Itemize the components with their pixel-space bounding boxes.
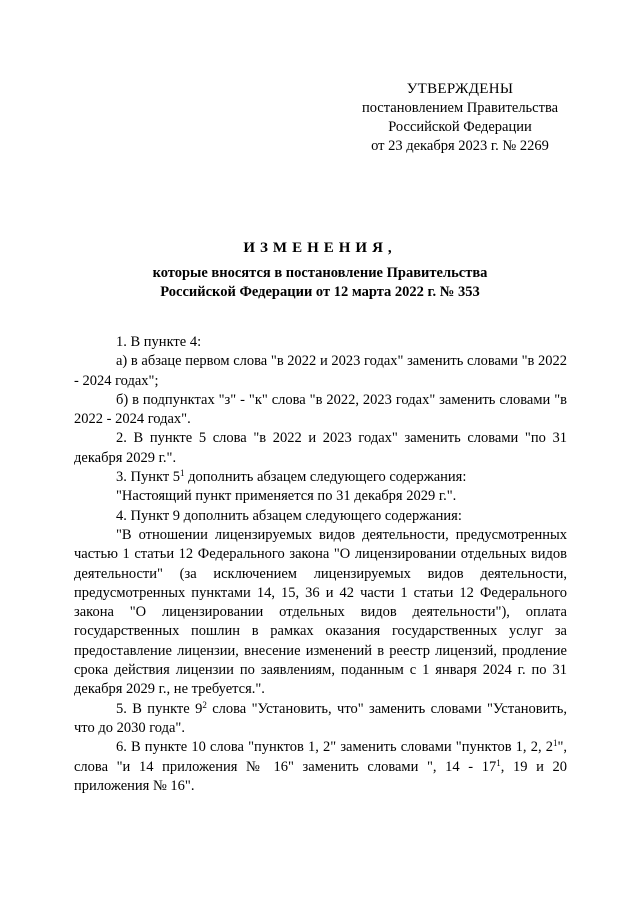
- paragraph-4-quote: "В отношении лицензируемых видов деятельности, предусмотренных частью 1 статьи 12 Федерального закона "О лицензировании отдельных видов деятельности" (за исключением лицензируемых видов деятельности, предусмотренных пунктами 14, 15, 36 и 42 части 1 статьи 12 Федерального закона "О лицензировании отдельных видов деятельности"), оплата государственных пошлин в рамках оказания государственных услуг за предоставление лицензии, внесение изменений в реестр лицензий, продление срока действия лицензии по заявлениям, поданным с 1 января 2024 г. по 31 декабря 2029 г., не требуется.".: [74, 526, 567, 698]
- approval-block: [340, 80, 580, 156]
- paragraph-3-quote: "Настоящий пункт применяется по 31 декабря 2029 г.".: [116, 488, 457, 505]
- paragraph-5-text-b: слова "Установить, что" заменить словами "Установить, что до 2030 года".: [74, 700, 567, 736]
- paragraph-1: 1. В пункте 4:: [116, 334, 202, 350]
- document-body: [74, 333, 567, 796]
- paragraph-6-text-c: , 19 и 20 приложения № 16".: [74, 758, 567, 794]
- document-title: ИЗМЕНЕНИЯ,: [243, 240, 397, 256]
- paragraph-5-text-a: 5. В пункте 9: [116, 700, 203, 717]
- subtitle-line-2: Российской Федерации от 12 марта 2022 г. № 353: [160, 284, 480, 300]
- paragraph-3-text-a: 3. Пункт 5: [116, 469, 181, 486]
- paragraph-3: [74, 468, 567, 487]
- paragraph-6-text-a: 6. В пункте 10 слова "пунктов 1, 2" заменить словами "пунктов 1, 2, 2: [116, 739, 553, 756]
- paragraph-6: [74, 738, 567, 796]
- approval-line-3: от 23 декабря 2023 г. № 2269: [371, 138, 549, 154]
- paragraph-3-text-b: дополнить абзацем следующего содержания:: [184, 469, 467, 486]
- approval-line-2: Российской Федерации: [388, 119, 532, 135]
- paragraph-6-superscript-2: 1: [496, 757, 501, 768]
- paragraph-6-text-b: ", слова "и 14 приложения № 16" заменить словами ", 14 - 17: [74, 739, 567, 775]
- document-subtitle: [60, 264, 580, 302]
- paragraph-6-superscript-1: 1: [552, 738, 558, 749]
- paragraph-2: 2. В пункте 5 слова "в 2022 и 2023 годах" заменить словами "по 31 декабря 2029 г.".: [74, 430, 567, 466]
- paragraph-4: 4. Пункт 9 дополнить абзацем следующего содержания:: [116, 507, 462, 524]
- approval-line-1: постановлением Правительства: [361, 100, 559, 116]
- approval-heading: УТВЕРЖДЕНЫ: [406, 81, 514, 97]
- paragraph-3-superscript: 1: [180, 468, 185, 479]
- paragraph-1b: б) в подпунктах "з" - "к" слова "в 2022, 2023 годах" заменить словами "в 2022 - 2024 годах".: [74, 391, 567, 428]
- paragraph-5-superscript: 2: [202, 699, 207, 710]
- paragraph-5: [74, 700, 567, 739]
- paragraph-1a: а) в абзаце первом слова "в 2022 и 2023 годах" заменить словами "в 2022 - 2024 годах";: [74, 353, 567, 389]
- subtitle-line-1: которые вносятся в постановление Правительства: [152, 265, 488, 281]
